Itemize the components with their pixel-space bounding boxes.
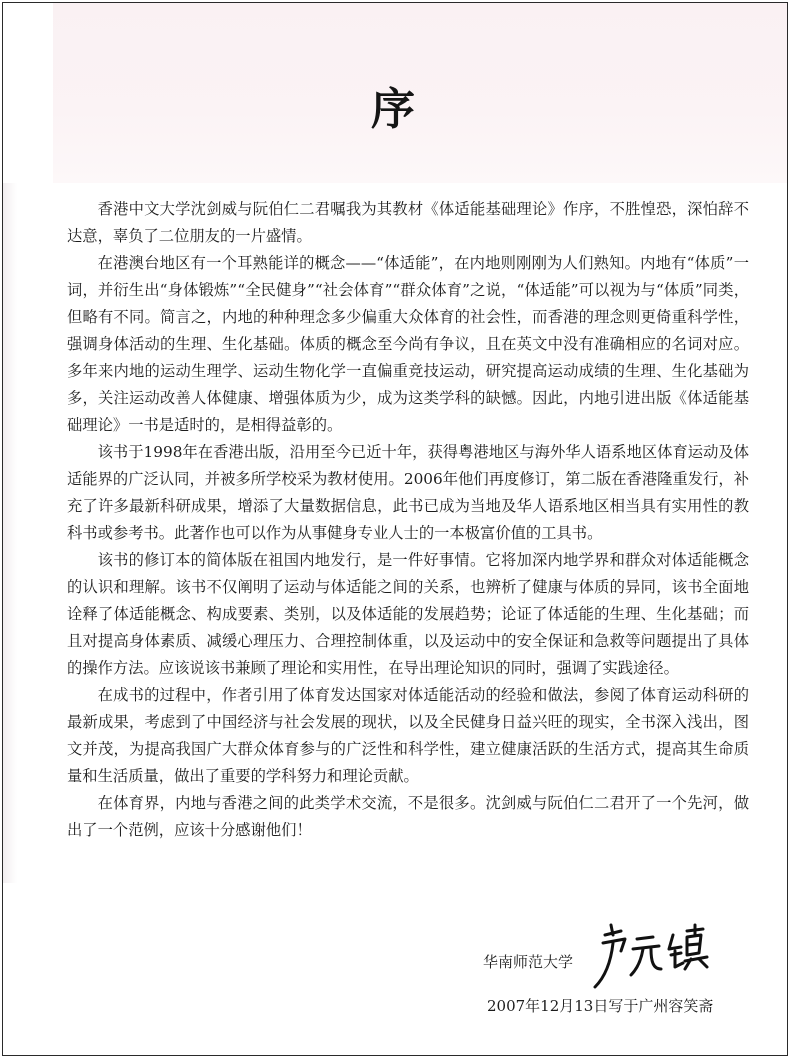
paragraph-1: 香港中文大学沈剑威与阮伯仁二君嘱我为其教材《体适能基础理论》作序，不胜惶恐，深怕辞不达意，辜负了二位朋友的一片盛情。: [67, 200, 749, 245]
signature-institution: 华南师范大学: [483, 953, 574, 971]
paragraph-3: 该书于1998年在香港出版，沿用至今已近十年，获得粤港地区与海外华人语系地区体育运动及体适能界的广泛认同，并被多所学校采为教材使用。2006年他们再度修订，第二版在香港隆重发行，补充了许多最新科研成果，增添了大量数据信息，此书已成为当地及华人语系地区相当具有实用性的教科书或参考书。此著作也可以作为从事健身专业人士的一本极富价值的工具书。: [67, 443, 749, 542]
paragraph-6: 在体育界，内地与香港之间的此类学术交流，不是很多。沈剑威与阮伯仁二君开了一个先河，做出了一个范例，应该十分感谢他们！: [67, 794, 749, 839]
document-page: [2, 2, 788, 1056]
paragraph-5: 在成书的过程中，作者引用了体育发达国家对体适能活动的经验和做法，参阅了体育运动科研的最新成果，考虑到了中国经济与社会发展的现状，以及全民健身日益兴旺的现实，全书深入浅出，图文并茂，为提高我国广大群众体育参与的广泛性和科学性，建立健康活跃的生活方式，提高其生命质量和生活质量，做出了重要的学科努力和理论贡献。: [67, 686, 749, 785]
preface-body: [67, 196, 749, 844]
signature-block: [483, 921, 783, 1001]
binding-edge-shadow: [3, 183, 17, 883]
handwritten-signature: [591, 921, 711, 991]
date-line: 2007年12月13日写于广州容笑斋: [487, 997, 714, 1015]
paragraph-4: 该书的修订本的简体版在祖国内地发行，是一件好事情。它将加深内地学界和群众对体适能概念的认识和理解。该书不仅阐明了运动与体适能之间的关系，也辨析了健康与体质的异同，该书全面地诠释了体适能概念、构成要素、类别，以及体适能的发展趋势；论证了体适能的生理、生化基础；而且对提高身体素质、减缓心理压力、合理控制体重，以及运动中的安全保证和急救等问题提出了具体的操作方法。应该说该书兼顾了理论和实用性，在导出理论知识的同时，强调了实践途径。: [67, 551, 749, 677]
page-title: 序: [371, 84, 419, 135]
paragraph-2: 在港澳台地区有一个耳熟能详的概念——“体适能”，在内地则刚刚为人们熟知。内地有“体质”一词，并衍生出“身体锻炼”“全民健身”“社会体育”“群众体育”之说，“体适能”可以视为与“体质”同类，但略有不同。简言之，内地的种种理念多少偏重大众体育的社会性，而香港的理念则更倚重科学性，强调身体活动的生理、生化基础。体质的概念至今尚有争议，且在英文中没有准确相应的名词对应。多年来内地的运动生理学、运动生物化学一直偏重竞技运动，研究提高运动成绩的生理、生化基础为多，关注运动改善人体健康、增强体质为少，成为这类学科的缺憾。因此，内地引进出版《体适能基础理论》一书是适时的，是相得益彰的。: [67, 254, 749, 434]
